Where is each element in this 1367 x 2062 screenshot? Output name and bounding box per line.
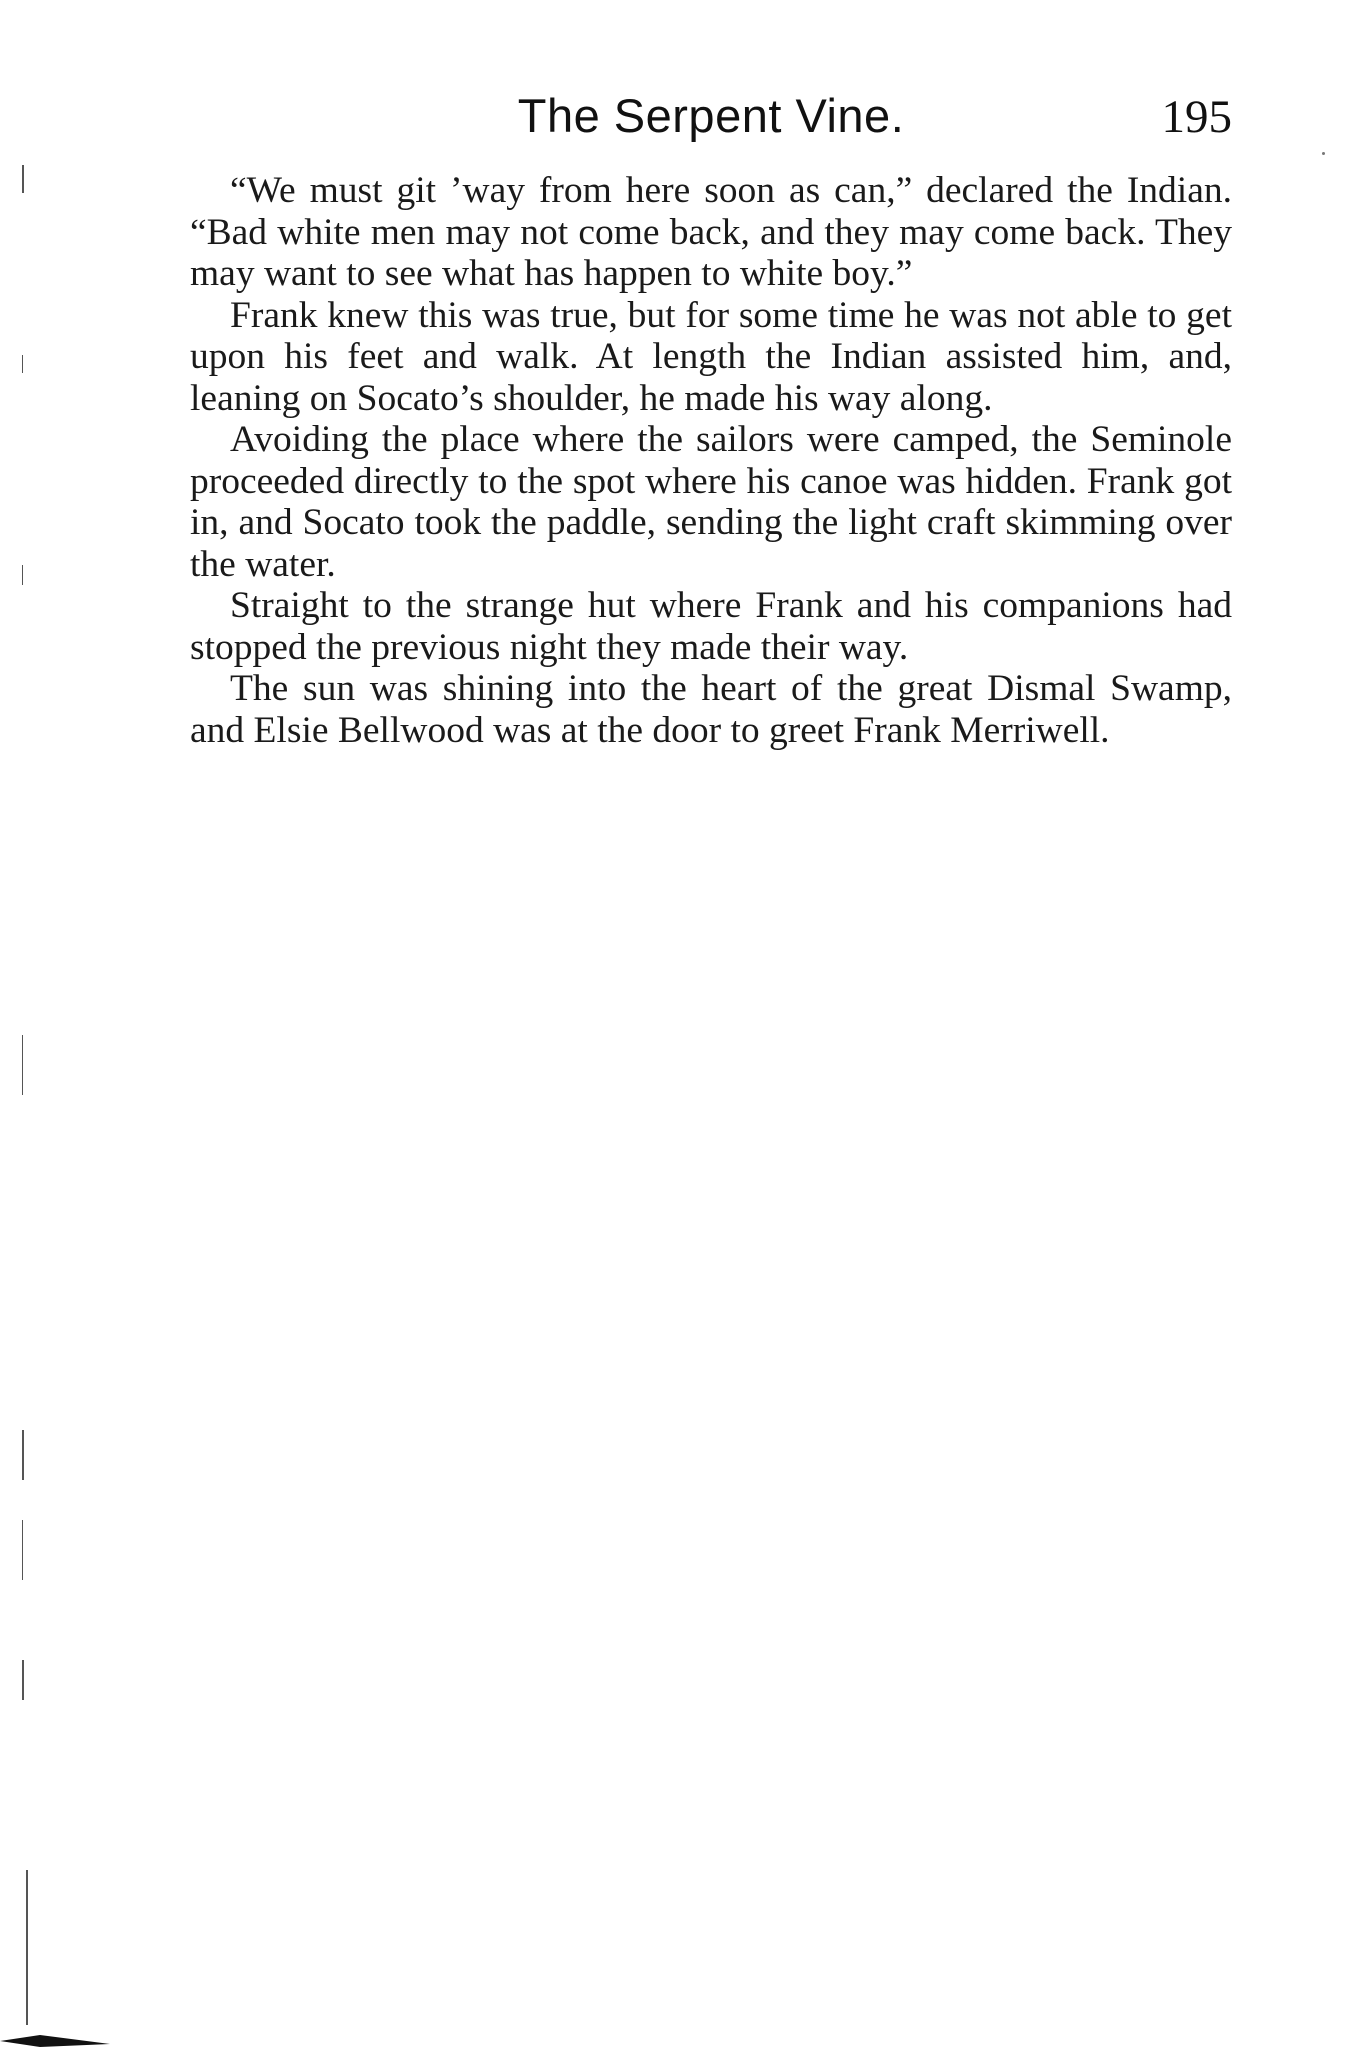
scan-edge-mark: [22, 165, 24, 193]
paragraph: Frank knew this was true, but for some time he was not able to get upon his feet and walk. At length the Indian assisted him, and, leaning on Socato’s shoulder, he made his way along.: [190, 294, 1232, 419]
scan-edge-mark: [26, 1870, 28, 2025]
scan-edge-mark: [22, 1660, 24, 1700]
scan-edge-mark: [22, 1035, 23, 1095]
arrow-mark-icon: [0, 2035, 110, 2047]
paragraph: Avoiding the place where the sailors were camped, the Seminole proceeded directly to the spot where his canoe was hidden. Frank got in, and Socato took the paddle, sending the light craft skimming over the water.: [190, 419, 1232, 585]
scan-edge-mark: [22, 355, 23, 373]
running-title: The Serpent Vine.: [517, 89, 905, 142]
body-text: [190, 170, 1232, 751]
page-header: [190, 88, 1232, 158]
scan-edge-mark: [22, 1520, 23, 1580]
scan-edge-mark: [22, 1430, 24, 1480]
paragraph: The sun was shining into the heart of the great Dismal Swamp, and Elsie Bellwood was at the door to greet Frank Merriwell.: [190, 668, 1232, 751]
paragraph: Straight to the strange hut where Frank and his companions had stopped the previous night they made their way.: [190, 585, 1232, 668]
paragraph: “We must git ’way from here soon as can,” declared the Indian. “Bad white men may not come back, and they may come back. They may want to see what has happen to white boy.”: [190, 170, 1232, 294]
scan-edge-mark: [22, 565, 23, 585]
page-number: 195: [1161, 91, 1232, 143]
scan-speck: [1322, 152, 1325, 155]
